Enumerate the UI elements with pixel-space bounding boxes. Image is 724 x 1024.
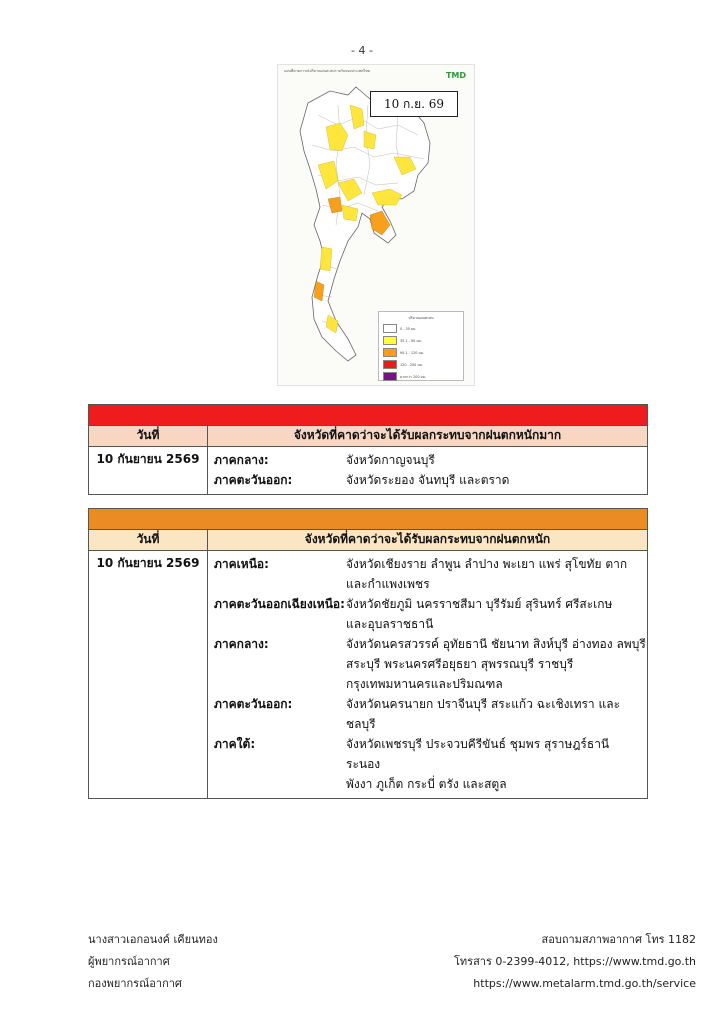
legend-item xyxy=(383,372,463,381)
region-line xyxy=(214,634,647,654)
legend-swatch xyxy=(383,324,397,333)
forecaster-division: กองพยากรณ์อากาศ xyxy=(88,977,182,990)
table-header-row xyxy=(89,426,648,447)
region-line xyxy=(214,554,647,574)
region-line xyxy=(214,574,647,594)
tmd-logo: TMD xyxy=(445,71,466,80)
header-provinces: จังหวัดที่คาดว่าจะได้รับผลกระทบจากฝนตกหนัก xyxy=(208,530,648,551)
region-name: ภาคใต้: xyxy=(214,737,256,751)
table-header-row xyxy=(89,530,648,551)
legend-item xyxy=(383,348,463,357)
legend-label: 120 - 200 มม. xyxy=(400,362,423,367)
date-cell: 10 กันยายน 2569 xyxy=(89,551,208,799)
region-line xyxy=(214,774,647,794)
legend-swatch xyxy=(383,348,397,357)
heavy-rain-table xyxy=(88,508,648,799)
region-provinces: และกำแพงเพชร xyxy=(346,577,430,591)
service-link[interactable]: https://www.metalarm.tmd.go.th/service xyxy=(473,977,696,990)
legend-label: 90.1 - 120 มม. xyxy=(400,350,425,355)
forecaster-name: นางสาวเอกอนงค์ เคียนทอง xyxy=(88,933,218,946)
region-provinces: และอุบลราชธานี xyxy=(346,617,434,631)
regions-cell xyxy=(208,551,648,799)
region-provinces: จังหวัดระยอง จันทบุรี และตราด xyxy=(346,473,510,487)
region-name: ภาคกลาง: xyxy=(214,637,269,651)
region-name: ภาคตะวันออก: xyxy=(214,697,293,711)
region-provinces: จังหวัดกาญจนบุรี xyxy=(346,453,435,467)
header-provinces: จังหวัดที่คาดว่าจะได้รับผลกระทบจากฝนตกหนักมาก xyxy=(208,426,648,447)
header-date: วันที่ xyxy=(89,426,208,447)
header-date: วันที่ xyxy=(89,530,208,551)
region-provinces: จังหวัดนครนายก ปราจีนบุรี สระแก้ว ฉะเชิงเทรา และชลบุรี xyxy=(346,697,621,731)
hotline-text: สอบถามสภาพอากาศ โทร 1182 xyxy=(541,933,696,946)
region-name: ภาคเหนือ: xyxy=(214,557,269,571)
legend-item xyxy=(383,336,463,345)
rainfall-map xyxy=(277,64,475,386)
legend-label: 35.1 - 90 มม. xyxy=(400,338,422,343)
table-row xyxy=(89,447,648,495)
very-heavy-rain-table xyxy=(88,404,648,495)
page-number: - 4 - xyxy=(351,44,373,57)
red-band xyxy=(89,405,648,426)
region-line xyxy=(214,450,647,470)
table-row xyxy=(89,551,648,799)
region-provinces: กรุงเทพมหานครและปริมณฑล xyxy=(346,677,503,691)
forecaster-title: ผู้พยากรณ์อากาศ xyxy=(88,955,170,968)
legend-label: 0 - 35 มม. xyxy=(400,326,417,331)
map-legend xyxy=(378,311,464,381)
orange-band xyxy=(89,509,648,530)
legend-swatch xyxy=(383,372,397,381)
date-cell: 10 กันยายน 2569 xyxy=(89,447,208,495)
region-line xyxy=(214,674,647,694)
legend-title: ปริมาณฝนสะสม xyxy=(408,316,434,320)
region-line xyxy=(214,470,647,490)
region-provinces: จังหวัดนครสวรรค์ อุทัยธานี ชัยนาท สิงห์บุรี อ่างทอง ลพบุรี xyxy=(346,637,646,651)
region-line xyxy=(214,594,647,614)
region-line xyxy=(214,654,647,674)
contact-info xyxy=(454,929,696,995)
table-band xyxy=(89,405,648,426)
legend-item xyxy=(383,324,463,333)
region-name: ภาคตะวันออกเฉียงเหนือ: xyxy=(214,597,345,611)
regions-cell xyxy=(208,447,648,495)
region-provinces: จังหวัดเชียงราย ลำพูน ลำปาง พะเยา แพร่ สุโขทัย ตาก xyxy=(346,557,628,571)
table-band xyxy=(89,509,648,530)
region-provinces: จังหวัดชัยภูมิ นครราชสีมา บุรีรัมย์ สุรินทร์ ศรีสะเกษ xyxy=(346,597,613,611)
legend-swatch xyxy=(383,360,397,369)
region-line xyxy=(214,734,647,774)
map-header-text: แผนที่คาดการณ์ปริมาณฝนสะสมรายวันของประเทศไทย xyxy=(284,69,370,73)
region-provinces: สระบุรี พระนครศรีอยุธยา สุพรรณบุรี ราชบุรี xyxy=(346,657,574,671)
region-provinces: พังงา ภูเก็ต กระบี่ ตรัง และสตูล xyxy=(346,777,507,791)
forecaster-info xyxy=(88,929,218,995)
legend-label: มากกว่า 200 มม. xyxy=(400,374,427,379)
region-line xyxy=(214,614,647,634)
region-provinces: จังหวัดเพชรบุรี ประจวบคีรีขันธ์ ชุมพร สุราษฎร์ธานี ระนอง xyxy=(346,737,610,771)
legend-item xyxy=(383,360,463,369)
map-date-label: 10 ก.ย. 69 xyxy=(370,91,458,117)
legend-swatch xyxy=(383,336,397,345)
fax-website-text: โทรสาร 0-2399-4012, https://www.tmd.go.th xyxy=(454,955,696,968)
region-line xyxy=(214,694,647,734)
region-name: ภาคตะวันออก: xyxy=(214,473,293,487)
region-name: ภาคกลาง: xyxy=(214,453,269,467)
